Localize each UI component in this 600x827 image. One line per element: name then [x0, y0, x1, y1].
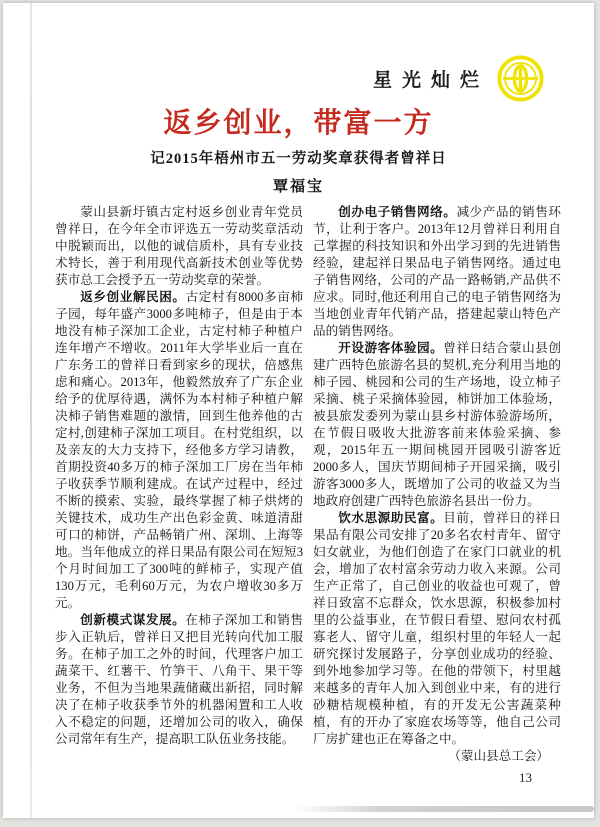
author-name: 覃福宝 [272, 179, 324, 195]
right-column [313, 204, 561, 765]
paragraph-text: 古定村有8000多亩柿子园，每年盛产3000多吨柿子，但是由于本地没有柿子深加工企业，古定村柿子种植户连年增产不增收。2011年大学毕业后一直在广东务工的曾祥日看到家乡的现状，倍感焦虑和痛心。2013年，他毅然放弃了广东企业给予的优厚待遇，满怀为本村柿子种植户解决柿子销售难题的激情，回到生他养他的古定村,创建柿子深加工项目。在村党组织，以及亲友的大力支持下，经他多方学习请教，首期投资40多万的柿子深加工厂房在当年柿子收获季节顺利建成。在试产过程中，经过不断的摸索、实验，最终掌握了柿子烘烤的关键技术，成功生产出色彩金黄、味道清甜可口的柿饼，产品畅销广州、深圳、上海等地。当年他成立的祥日果品有限公司在短短3个月时间加工了300吨的鲜柿子，实现产值130万元，毛利60万元，为农户增收30多万元。 [55, 290, 304, 610]
scan-smudge [293, 806, 594, 812]
paragraph-text: 在柿子深加工和销售步入正轨后，曾祥日又把目光转向代加工服务。在柿子加工之外的时间，代理客户加工蔬菜干、红薯干、竹笋干、八角干、果干等业务，不但为当地果蔬储藏出新招，同时解决了在柿子收获季节外的机器闲置和工人收入不稳定的问题，还增加公司的收入，确保公司常年有生产，提高职工队伍业务技能。 [55, 613, 303, 746]
paragraph-text: 目前，曾祥日的祥日果品有限公司安排了20多名农村青年、留守妇女就业，为他们创造了在家门口就业的机会，增加了农村富余劳动力收入来源。公司生产正常了，自己创业的收益也可观了，曾祥日致富不忘群众，饮水思源，积极参加村里的公益事业，在节假日看望、慰问农村孤寡老人、留守儿童，组织村里的年轻人一起研究探讨发展路子，分享创业成功的经验、到外地参加学习等。在他的带领下，村里越来越多的青年人加入到创业中来，有的进行砂糖桔规模种植，有的开发无公害蔬菜种植，有的开办了家庭农场等等，他自己公司厂房扩建也正在筹备之中。 [313, 511, 561, 746]
left-column [55, 204, 303, 765]
paragraph-lead: 开设游客体验园。 [338, 341, 444, 355]
article-title: 返乡创业，带富一方 [163, 107, 434, 138]
paragraph-lead: 创办电子销售网络。 [338, 205, 457, 219]
body-paragraph [55, 612, 303, 748]
paragraph-text: 减少产品的销售环节，让利于客户。2013年12月曾祥日利用自己掌握的科技知识和外出学习到的先进销售经验，建起祥日果品电子销售网络。通过电子销售网络，公司的产品一路畅销,产品供不应求。同时,他还利用自己的电子销售网络为当地创业青年代销产品，搭建起蒙山特色产品的销售网络。 [313, 205, 562, 338]
magazine-page [3, 3, 594, 818]
body-paragraph [313, 510, 561, 748]
trade-union-emblem-icon [497, 55, 544, 102]
paragraph-lead: 创新模式谋发展。 [80, 613, 186, 627]
page-number: 13 [519, 770, 532, 785]
right-paragraphs [313, 204, 561, 748]
attribution: （蒙山县总工会） [448, 749, 549, 763]
body-paragraph [55, 289, 303, 612]
column-title: 星光灿烂 [372, 70, 489, 91]
body-paragraph [313, 204, 561, 340]
paragraph-text: 蒙山县新圩镇古定村返乡创业青年党员曾祥日，在今年全市评选五一劳动奖章活动中脱颖而出，以他的诚信质朴，具有专业技术特长，善于利用现代高新技术创业等优势获市总工会授予五一劳动奖章的荣誉。 [55, 205, 303, 287]
paragraph-text: 曾祥日结合蒙山县创建广西特色旅游名县的契机,充分利用当地的柿子园、桃园和公司的生产场地，设立柿子采摘、桃子采摘体验园，柿饼加工体验场，被县旅发委列为蒙山县乡村游体验游场所，在节假日吸收大批游客前来体验采摘、参观，2015年五一期间桃园开园吸引游客近2000多人，国庆节期间柿子开园采摘，吸引游客3000多人，既增加了公司的收益又为当地政府创建广西特色旅游名县出一份力。 [313, 341, 561, 508]
masthead [373, 55, 544, 102]
body-paragraph [55, 204, 303, 289]
body-paragraph [313, 340, 561, 510]
article-subtitle: 记2015年梧州市五一劳动奖章获得者曾祥日 [150, 151, 447, 167]
article-body [55, 204, 561, 765]
left-paragraphs [55, 204, 303, 748]
paragraph-lead: 饮水思源助民富。 [338, 511, 444, 525]
paragraph-lead: 返乡创业解民困。 [80, 290, 186, 304]
